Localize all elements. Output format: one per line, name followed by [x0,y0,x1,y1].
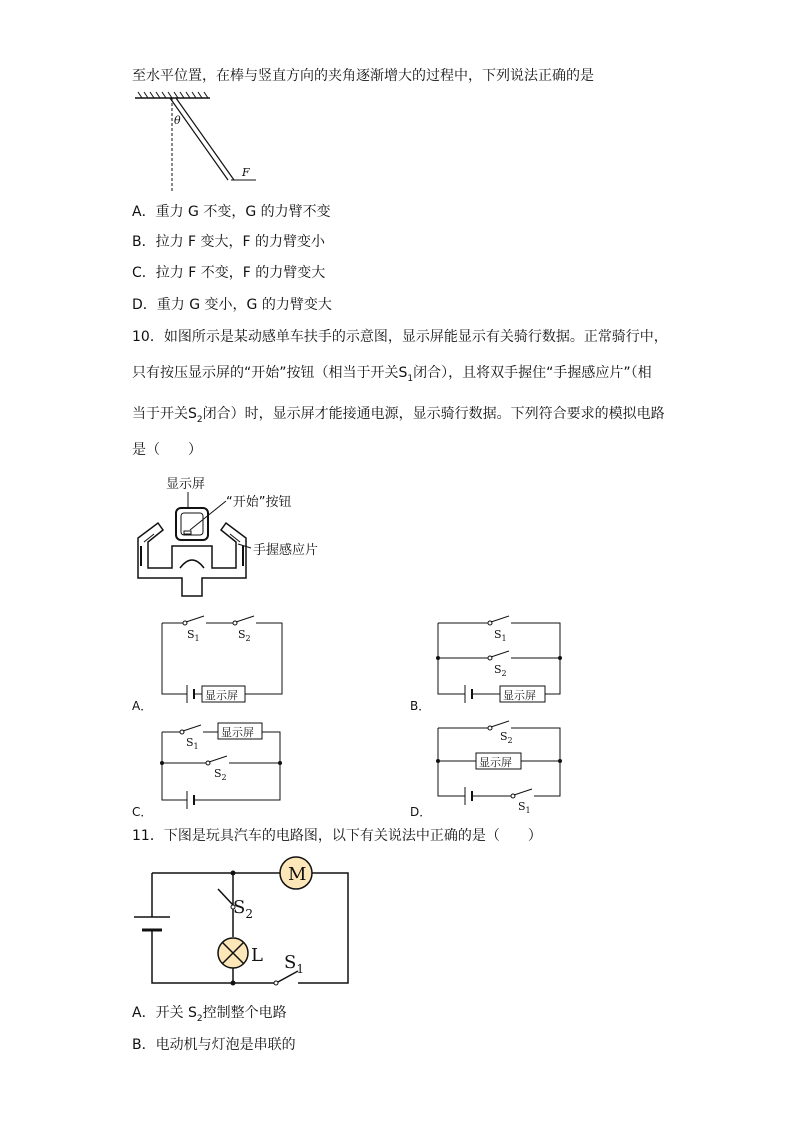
q11-option-b: B．电动机与灯泡是串联的 [132,1037,296,1053]
q9-option-b: B．拉力 F 变大，F 的力臂变小 [132,234,326,250]
q9-option-d: D．重力 G 变小，G 的力臂变大 [132,297,332,313]
screen-label: 显示屏 [166,477,206,492]
q10-line4: 是（ ） [132,442,202,458]
svg-text:显示屏: 显示屏 [479,756,512,769]
q9-option-a: A．重力 G 不变，G 的力臂不变 [132,204,331,220]
svg-text:S1: $S_1$ [186,736,199,751]
svg-text:S2: $S_2$ [233,897,253,921]
force-label: F [242,166,250,179]
start-button-label: “开始”按钮 [226,495,292,510]
svg-text:S1: $S_1$ [494,628,507,643]
circuit-c [130,718,300,823]
svg-text:S2: $S_2$ [494,663,507,678]
q10-line1: 10．如图所示是某动感单车扶手的示意图，显示屏能显示有关骑行数据。正常骑行中， [132,329,668,345]
svg-text:S1: $S_1$ [284,952,304,976]
q11-stem: 11．下图是玩具汽车的电路图，以下有关说法中正确的是（ ） [132,828,542,844]
motor-label: M [288,864,307,885]
q10-handlebar-figure [128,468,348,603]
option-b-label: B． [410,699,431,713]
svg-text:S2: $S_2$ [500,730,513,745]
circuit-d [408,718,578,823]
option-d-label: D． [410,805,432,819]
lamp-label: L [251,945,263,966]
q10-line2: 只有按压显示屏的“开始”按钮（相当于开关$S_1$闭合），且将双手握住“手握感应片”（相 [132,365,652,384]
svg-text:显示屏: 显示屏 [503,689,536,702]
q9-option-c: C．拉力 F 不变，F 的力臂变大 [132,265,326,281]
q9-stem-tail: 至水平位置，在棒与竖直方向的夹角逐渐增大的过程中，下列说法正确的是 [132,68,594,84]
svg-text:S2: $S_2$ [238,628,251,643]
svg-text:S1: $S_1$ [187,628,200,643]
theta-label: θ [174,114,181,127]
q11-toy-car-circuit [130,855,360,995]
q9-lever-figure [130,90,260,195]
option-a-label: A． [132,699,153,713]
q11-option-a: A．开关 $S_2$控制整个电路 [132,1005,287,1024]
sensor-label: 手握感应片 [253,543,319,558]
option-c-label: C． [132,805,153,819]
svg-text:S1: $S_1$ [518,800,531,815]
svg-text:显示屏: 显示屏 [205,689,238,702]
circuit-b [408,610,578,715]
circuit-a [130,610,300,715]
q10-line3: 当于开关$S_2$闭合）时，显示屏才能接通电源，显示骑行数据。下列符合要求的模拟电路 [132,406,665,425]
svg-text:显示屏: 显示屏 [221,726,254,739]
svg-text:S2: $S_2$ [214,767,227,782]
